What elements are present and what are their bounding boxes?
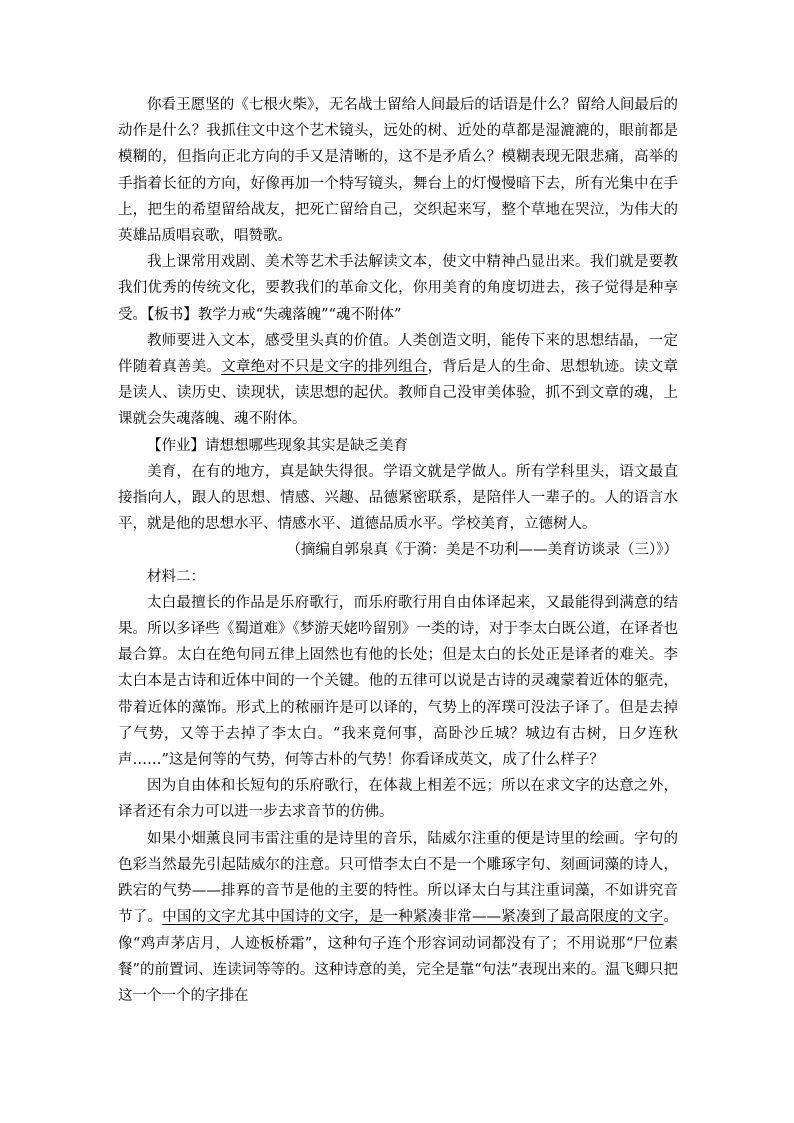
paragraph-li-taibai: 太白最擅长的作品是乐府歌行，而乐府歌行用自由体译起来，又最能得到满意的结果。所以多译些《蜀道难》《梦游天姥吟留别》一类的诗，对于李太白既公道，在译者也最合算。太白在绝句同五律上固然也有他的长处；但是太白的长处正是译者的难关。李太白本是古诗和近体中间的一个关键。他的五律可以说是古诗的灵魂蒙着近体的躯壳，带着近体的藻饰。形式上的秾丽许是可以译的，气势上的浑璞可没法子译了。但是去掉了气势，又等于去掉了李太白。“我来竟何事，高卧沙丘城？城边有古树，日夕连秋声……”这是何等的气势，何等古朴的气势！你看译成英文，成了什么样子？ [118,594,678,769]
paragraph-homework: 【作业】请想想哪些现象其实是缺乏美育 [147,437,408,454]
document-page [118,92,678,1009]
material-2-label: 材料二： [147,568,205,585]
paragraph-qigen-huochai: 你看王愿坚的《七根火柴》，无名战士留给人间最后的话语是什么？留给人间最后的动作是什么？我抓住文中这个艺术镜头，远处的树、近处的草都是湿漉漉的，眼前都是模糊的，但指向正北方向的手又是清晰的，这不是矛盾么？模糊表现无限悲痛，高举的手指着长征的方向，好像再加一个特写镜头，舞台上的灯慢慢暗下去，所有光集中在手上，把生的希望留给战友，把死亡留给自己，交织起来写，整个草地在哭泣，为伟大的英雄品质唱哀歌，唱赞歌。 [118,97,678,245]
paragraph-translators-pre: 如果小畑薰良同韦雷注重的是诗里的音乐，陆威尔注重的便是诗里的绘画。字句的色彩当然最先引起陆威尔的注意。只可惜李太白不是一个雕琢字句、刻画词藻的诗人，跌宕的气势——排奡的音节是他的主要的特性。所以译太白与其注重词藻，不如讲究音节了。 [118,830,678,926]
paragraph-free-verse: 因为自由体和长短句的乐府歌行，在体裁上相差不远；所以在求文字的达意之外，译者还有余力可以进一步去求音节的仿佛。 [118,778,678,821]
paragraph-translators [118,826,678,1009]
paragraph-teacher-text [118,328,678,433]
source-citation: （摘编自郭泉真《于漪：美是不功利——美育访谈录（三）》） [286,542,678,559]
paragraph-translators-post: 。像“鸡声茅店月，人迹板桥霜”，这种句子连个形容词动词都没有了；不用说那“尸位素餐”的前置词、连读词等等的。这种诗意的美，完全是靠“句法”表现出来的。温飞卿只把这一个一个的字排在 [118,909,678,1004]
paragraph-teacher-text-post: ，背后是人的生命、思想轨迹。读文章是读人、读历史、读现状，读思想的起伏。教师自己没审美体验，抓不到文章的魂，上课就会失魂落魄、魂不附体。 [118,359,678,428]
paragraph-art-methods: 我上课常用戏剧、美术等艺术手法解读文本，使文中精神凸显出来。我们就是要教我们优秀的传统文化，要教我们的革命文化，你用美育的角度切进去，孩子觉得是种享受。【板书】教学力戒“失魂落魄”“魂不附体” [118,254,678,323]
underlined-sentence-1: 文章绝对不只是文字的排列组合 [221,359,428,376]
underlined-sentence-2: 中国的文字尤其中国诗的文字，是一种紧凑非常——紧凑到了最高限度的文字 [162,909,664,926]
paragraph-aesthetic-education: 美育，在有的地方，真是缺失得很。学语文就是学做人。所有学科里头，语文最直接指向人，跟人的思想、情感、兴趣、品德紧密联系，是陪伴人一辈子的。人的语言水平，就是他的思想水平、情感水平、道德品质水平。学校美育，立德树人。 [118,463,678,533]
paragraph-teacher-text-pre: 教师要进入文本，感受里头真的价值。人类创造文明，能传下来的思想结晶，一定伴随着真善美。 [118,332,678,376]
